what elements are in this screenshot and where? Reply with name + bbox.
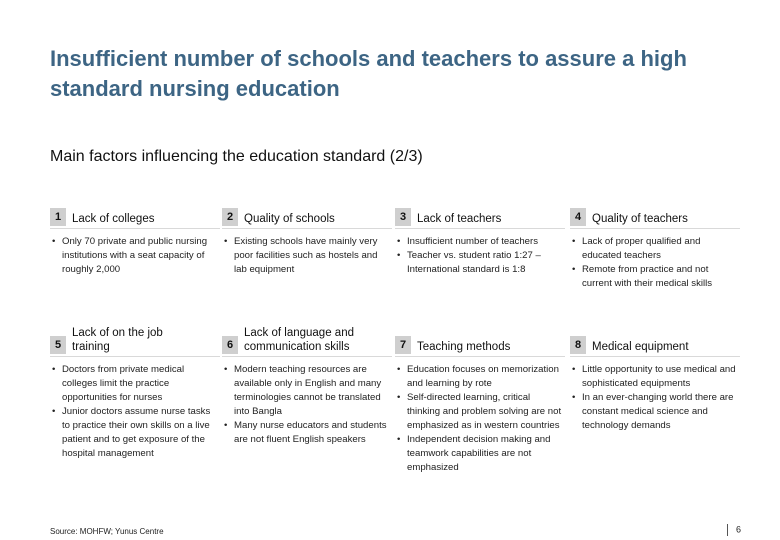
bullet-item: • Modern teaching resources are available only in English and many terminologies cannot be translated into Bangla xyxy=(222,363,392,419)
bullet-item: • Teacher vs. student ratio 1:27 – International standard is 1:8 xyxy=(395,249,565,277)
factor-bullets xyxy=(395,235,565,277)
factor-bullets xyxy=(395,363,565,475)
factor-number-badge: 8 xyxy=(570,336,586,354)
bullet-item: • Insufficient number of teachers xyxy=(395,235,565,249)
bullet-item: • Self-directed learning, critical thinking and problem solving are not emphasized as in western countries xyxy=(395,391,565,433)
bullet-item: • Little opportunity to use medical and sophisticated equipments xyxy=(570,363,740,391)
factor-quality-of-teachers xyxy=(570,190,740,291)
page-subtitle: Main factors influencing the education standard (2/3) xyxy=(50,148,423,165)
factor-bullets xyxy=(570,363,740,433)
factor-teaching-methods xyxy=(395,318,565,475)
factor-number-badge: 6 xyxy=(222,336,238,354)
factor-number-badge: 4 xyxy=(570,208,586,226)
factor-label: Teaching methods xyxy=(417,341,511,353)
bullet-item: • Doctors from private medical colleges limit the practice opportunities for nurses xyxy=(50,363,220,405)
factor-lack-of-language-skills xyxy=(222,318,392,447)
factor-label: Lack of language and communication skills xyxy=(244,327,354,353)
source-note: Source: MOHFW; Yunus Centre xyxy=(50,527,164,536)
factor-lack-of-on-the-job-training xyxy=(50,318,220,461)
bullet-item: • Lack of proper qualified and educated teachers xyxy=(570,235,740,263)
bullet-item: • Independent decision making and teamwork capabilities are not emphasized xyxy=(395,433,565,475)
factor-bullets xyxy=(222,235,392,277)
factor-bullets xyxy=(50,363,220,461)
page-title: Insufficient number of schools and teachers to assure a high standard nursing education xyxy=(50,46,687,101)
factor-label: Lack of colleges xyxy=(72,213,155,225)
factor-header xyxy=(395,318,565,357)
factor-header xyxy=(222,190,392,229)
factor-label: Medical equipment xyxy=(592,341,689,353)
factor-header xyxy=(50,318,220,357)
factor-label: Lack of on the job training xyxy=(72,327,163,353)
factor-bullets xyxy=(570,235,740,291)
factor-number-badge: 5 xyxy=(50,336,66,354)
factor-header xyxy=(50,190,220,229)
bullet-item: • Junior doctors assume nurse tasks to practice their own skills on a live patient and to get exposure of the hospital management xyxy=(50,405,220,461)
factor-lack-of-colleges xyxy=(50,190,220,277)
factor-label: Quality of schools xyxy=(244,213,335,225)
factor-header xyxy=(570,190,740,229)
factor-header xyxy=(222,318,392,357)
factor-bullets xyxy=(50,235,220,277)
factor-header xyxy=(570,318,740,357)
page-number-text: 6 xyxy=(736,524,742,535)
bullet-item: • Existing schools have mainly very poor facilities such as hostels and lab equipment xyxy=(222,235,392,277)
factor-number-badge: 2 xyxy=(222,208,238,226)
factor-header xyxy=(395,190,565,229)
bullet-item: • Remote from practice and not current with their medical skills xyxy=(570,263,740,291)
factor-label: Quality of teachers xyxy=(592,213,688,225)
bullet-item: • Education focuses on memorization and learning by rote xyxy=(395,363,565,391)
factor-lack-of-teachers xyxy=(395,190,565,277)
factor-medical-equipment xyxy=(570,318,740,433)
page-number-divider xyxy=(727,524,728,536)
factor-quality-of-schools xyxy=(222,190,392,277)
factor-bullets xyxy=(222,363,392,447)
bullet-item: • Only 70 private and public nursing institutions with a seat capacity of roughly 2,000 xyxy=(50,235,220,277)
factor-number-badge: 3 xyxy=(395,208,411,226)
factor-number-badge: 7 xyxy=(395,336,411,354)
page-number xyxy=(727,524,741,536)
bullet-item: • Many nurse educators and students are not fluent English speakers xyxy=(222,419,392,447)
factor-label: Lack of teachers xyxy=(417,213,502,225)
bullet-item: • In an ever-changing world there are constant medical science and technology demands xyxy=(570,391,740,433)
factor-number-badge: 1 xyxy=(50,208,66,226)
